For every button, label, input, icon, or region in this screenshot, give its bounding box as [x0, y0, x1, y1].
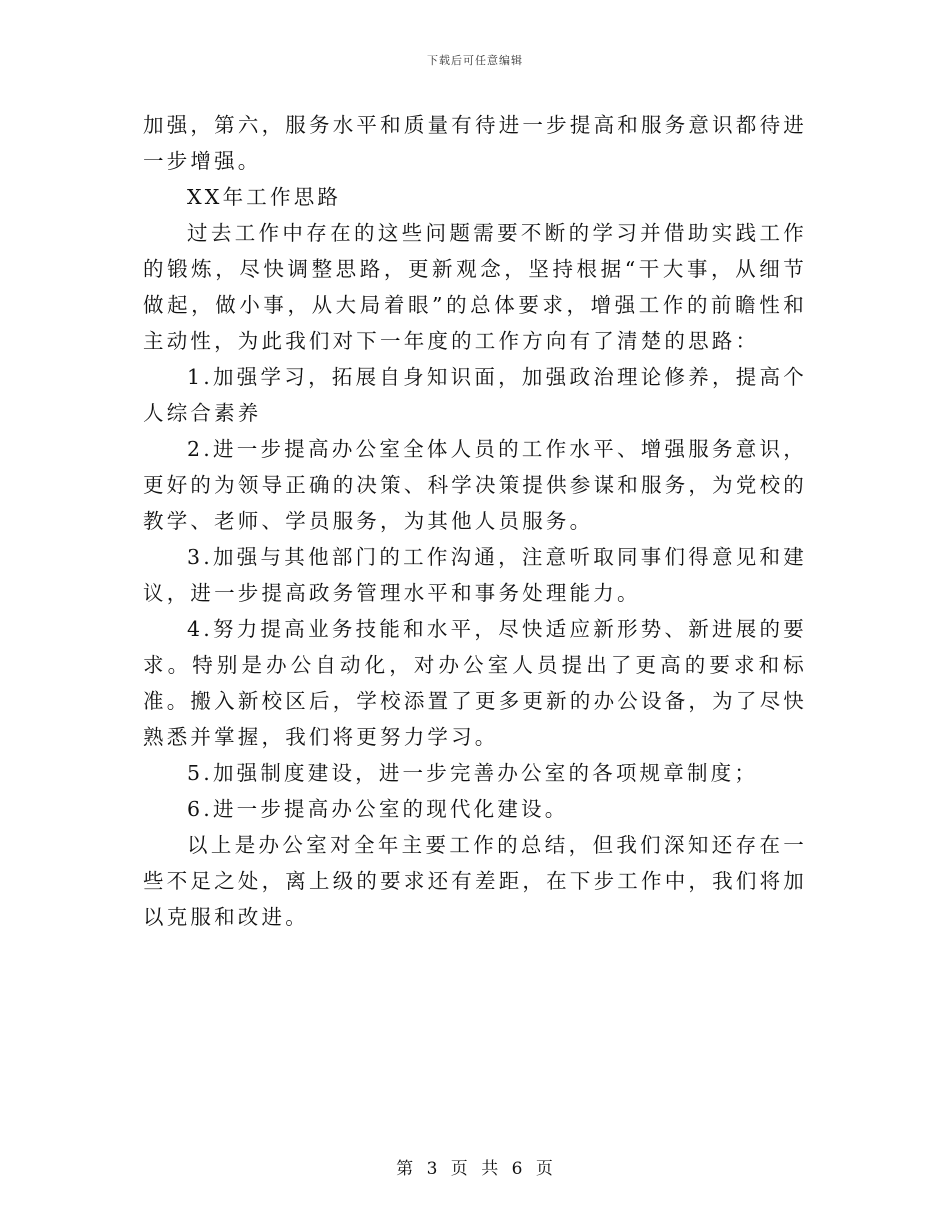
list-item-2: 2.进一步提高办公室全体人员的工作水平、增强服务意识，更好的为领导正确的决策、科学决策提供参谋和服务，为党校的教学、老师、学员服务，为其他人员服务。 [143, 437, 807, 533]
page-number: 第 3 页 共 6 页 [396, 1159, 554, 1179]
paragraph-intro: 过去工作中存在的这些问题需要不断的学习并借助实践工作的锻炼，尽快调整思路，更新观念，坚持根据“干大事，从细节做起，做小事，从大局着眼”的总体要求，增强工作的前瞻性和主动性，为此我们对下一年度的工作方向有了清楚的思路： [143, 221, 807, 353]
paragraph-continuation: 加强，第六，服务水平和质量有待进一步提高和服务意识都待进一步增强。 [143, 113, 807, 173]
paragraph-conclusion: 以上是办公室对全年主要工作的总结，但我们深知还存在一些不足之处，离上级的要求还有差距，在下步工作中，我们将加以克服和改进。 [143, 833, 807, 929]
document-body [143, 107, 807, 935]
list-item-5: 5.加强制度建设，进一步完善办公室的各项规章制度； [187, 761, 759, 785]
list-item-6: 6.进一步提高办公室的现代化建设。 [187, 797, 569, 821]
list-item-3: 3.加强与其他部门的工作沟通，注意听取同事们得意见和建议，进一步提高政务管理水平和事务处理能力。 [143, 545, 807, 605]
list-item-1: 1.加强学习，拓展自身知识面，加强政治理论修养，提高个人综合素养 [143, 365, 807, 425]
page-header: 下载后可任意编辑 [427, 54, 523, 67]
section-heading: XX年工作思路 [187, 185, 342, 209]
list-item-4: 4.努力提高业务技能和水平，尽快适应新形势、新进展的要求。特别是办公自动化，对办公室人员提出了更高的要求和标准。搬入新校区后，学校添置了更多更新的办公设备，为了尽快熟悉并掌握，我们将更努力学习。 [143, 617, 807, 749]
